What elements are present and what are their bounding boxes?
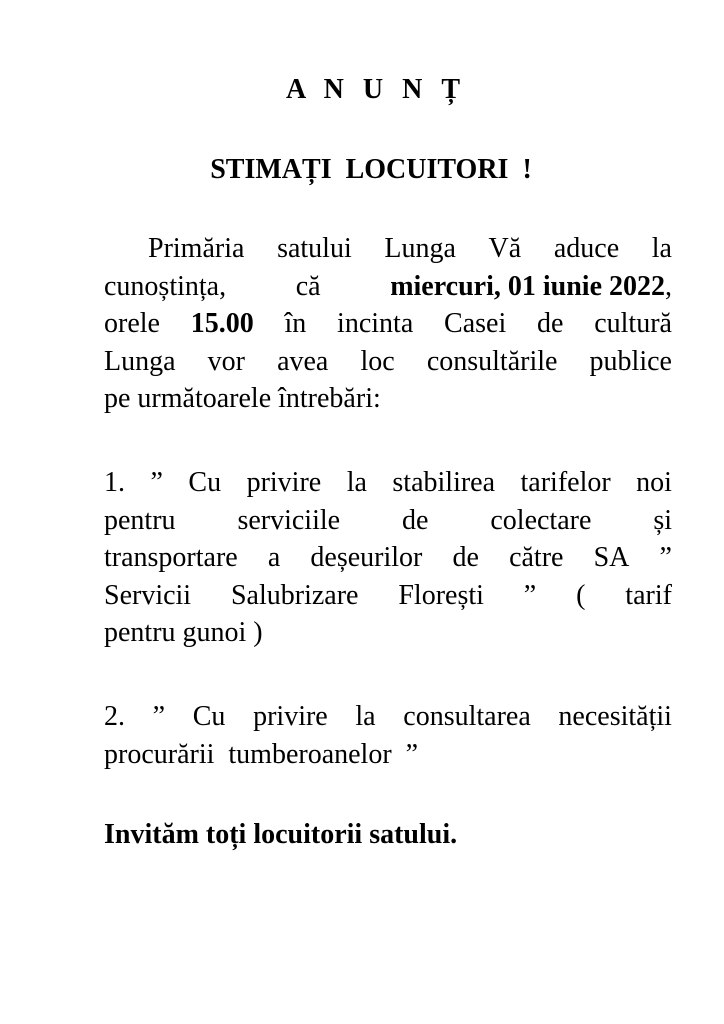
intro-line-4: Lunga vor avea loc consultările publice [104,345,672,377]
announcement-title: A N U N Ț [285,74,466,105]
question-2-line-2: procurării tumberoanelor ” [104,738,419,770]
question-1-line-2: pentru serviciile de colectare și [104,504,672,536]
question-1-line-3: transportare a deșeurilor de către SA ” [104,542,672,573]
question-1 [104,464,672,652]
intro-line-2: cunoștința, că miercuri, 01 iunie 2022, [104,270,672,302]
question-1-line-1: 1. ” Cu privire la stabilirea tarifelor noi [104,467,672,498]
announcement-subtitle: STIMAȚI LOCUITORI ! [210,154,532,185]
question-2 [104,698,672,773]
meeting-date: miercuri, 01 iunie 2022 [390,270,665,302]
question-2-line-1: 2. ” Cu privire la consultarea necesității [104,701,672,732]
intro-line-5: pe următoarele întrebări: [104,383,381,414]
intro-line-1: Primăria satului Lunga Vă aduce la [148,233,672,264]
meeting-time: 15.00 [190,308,254,339]
question-1-line-5: pentru gunoi ) [104,617,263,648]
question-1-line-4: Servicii Salubrizare Florești ” ( tarif [104,579,672,611]
intro-paragraph [104,230,672,418]
intro-line-3: orele 15.00 în incinta Casei de cultură [104,305,672,343]
closing-invitation: Invităm toți locuitorii satului. [104,819,458,850]
